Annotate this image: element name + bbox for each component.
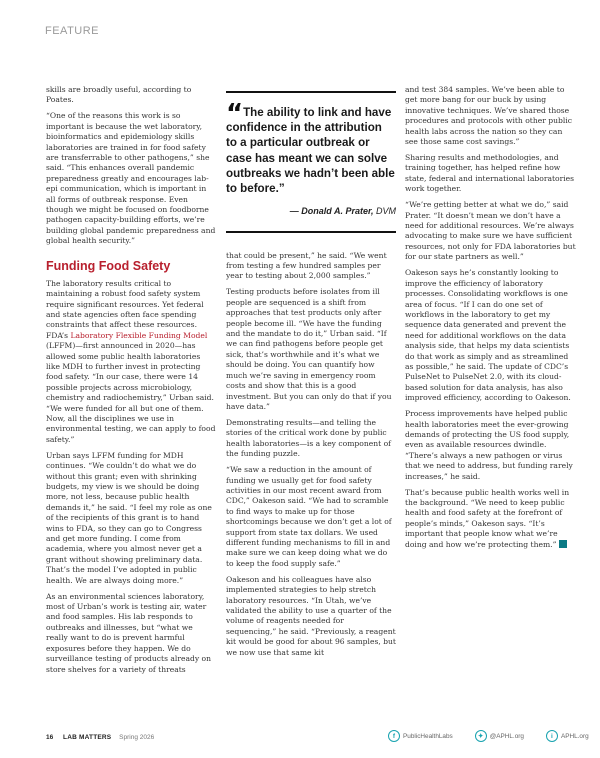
section-label: FEATURE (45, 25, 100, 37)
paragraph: Oakeson and his colleagues have also implemented strategies to help stretch laboratory resources. “In Utah, we’ve validated the ability to use a quarter of the volume of reagents needed for sequencing,” he said. “Previously, a reagent kit would be good for about 96 samples, but we now use that same kit (226, 574, 396, 657)
paragraph: Demonstrating results—and telling the stories of the critical work done by public health laboratories—is a key component of the funding puzzle. (226, 417, 391, 459)
attribution-name: — Donald A. Prater, (289, 206, 374, 217)
social-label: APHL.org (560, 732, 589, 740)
paragraph: and test 384 samples. We’ve been able to get more bang for our buck by using innovative techniques. We’ve shared those procedures and protocols with other public health labs across the nation so they can see those same cost savings.” (405, 85, 572, 147)
quote-mark-icon: “ (226, 99, 241, 129)
paragraph (46, 279, 216, 446)
text: That’s because public health works well in the background. “We need to keep public health and food safety at the forefront of people’s minds,” Oakeson says. “It’s important that people know what we’re doing and how we’re protecting them.” (405, 487, 570, 549)
paragraph: “We’re getting better at what we do,” said Prater. “It doesn’t mean we don’t have a need for additional resources. We’re always advocating to make sure we have sufficient resources, not only for FDA laboratories but for our state partners as well.” (405, 200, 576, 262)
social-bluesky[interactable] (475, 730, 524, 742)
website-icon: i (546, 730, 558, 742)
paragraph: that could be present,” he said. “We went from testing a few hundred samples per year to testing about 2,000 samples.” (226, 250, 387, 281)
paragraph: As an environmental sciences laboratory, most of Urban’s work is testing air, water and food samples. His lab responds to outbreaks and illnesses, but “what we really want to do is prevent harmful exposures before they happen. We do surveillance testing of products already on store shelves for a variety of threats (46, 591, 212, 674)
issue-date: Spring 2026 (119, 734, 155, 741)
text: (LFFM)—first announced in 2020—has allowed some public health laboratories like MDH to further invest in protecting food safety. “In our case, there were 14 possible projects across microbiology, chemistry and radiochemistry,” Urban said. “We were funded for all but one of them. Now, all the disciplines we use in environmental testing, we can apply to food safety.” (46, 341, 216, 444)
paragraph: skills are broadly useful, according to Poates. (46, 85, 192, 105)
end-of-article-icon (559, 540, 567, 548)
section-heading: Funding Food Safety (46, 258, 171, 273)
social-label: @APHL.org (489, 732, 524, 740)
paragraph: Sharing results and methodologies, and training together, has helped refine how state, federal and international laboratories work together. (405, 153, 575, 194)
magazine-title: LAB MATTERS (63, 734, 112, 741)
paragraph (405, 488, 577, 550)
pull-quote-text-block (226, 99, 396, 196)
text: The laboratory results critical to maintaining a robust food safety system require significant resources. Yet federal and state agencies often face spending constraints that affect these resources. FDA’s (46, 278, 204, 340)
paragraph: “We saw a reduction in the amount of funding we usually get for food safety activities in our most recent award from CDC,” Oakeson said. “We had to scramble to find ways to make up for those shortcomings because we don’t get a lot of support from state tax dollars. We used different funding mechanisms to fill in and make sure we can keep doing what we do to keep the food supply safe.” (226, 465, 392, 568)
pull-quote-text: The ability to link and have confidence in the attribution to a particular outbreak or case has meant we can solve outbreaks we hadn’t been able to before.” (226, 106, 395, 196)
paragraph: “One of the reasons this work is so important is because the wet laboratory, bioinformatics and epidemiology skills laboratories are trained in for food safety are transferrable to other pathogens,” she said. “This enhances overall pandemic preparedness greatly and encourages lab-epi communication, which is important in all forms of outbreak response. Even though we might be focused on foodborne pathogen capacity-building efforts, we’re building global pandemic preparedness and global health security.” (46, 111, 216, 246)
paragraph: Testing products before isolates from ill people are sequenced is a shift from approaches that test products only after people become ill. “We have the funding and the mandate to do it,” Urban said. “If we can find pathogens before people get sick, that’s worthwhile and it’s what we should be doing. You can quantify how much we’re saving in emergency room costs and show that this is a good investment. But you can only do that if you have data.” (226, 287, 392, 411)
paragraph: Process improvements have helped public health laboratories meet the ever-growing demands of protecting the US food supply, even as available resources dwindle. “There’s always a new pathogen or virus that we need to address, but funding rarely increases,” he said. (405, 409, 573, 481)
social-facebook[interactable] (388, 730, 453, 742)
page-footer (46, 734, 154, 741)
article-column-2 (226, 85, 396, 664)
paragraph: Urban says LFFM funding for MDH continues. “We couldn’t do what we do without this grant; even with shrinking budgets, my view is we should be doing more, not less, because public health demands it,” he said. “I feel my role as one of the recipients of this grant is to hand wins to FDA, so they can go to Congress and get more funding. I come from academia, where you almost never get a grant without showing preliminary data. That’s the model I’ve adopted in public health. We are always doing more.” (46, 450, 212, 585)
social-website[interactable] (546, 730, 589, 742)
article-column-1 (46, 85, 216, 681)
social-label: PublicHealthLabs (403, 732, 453, 740)
attribution-credential: DVM (376, 206, 396, 217)
bluesky-icon: ✦ (475, 730, 487, 742)
lffm-link[interactable]: Laboratory Flexible Funding Model (70, 330, 208, 340)
page-number: 16 (46, 734, 54, 741)
paragraph: Oakeson says he’s constantly looking to improve the efficiency of laboratory processes. Consolidating workflows is one area of focus. “If I can do one set of workflows in the laboratory to get my sequence data generated and prevent the need for additional workflows on the data analysis side, that helps my data scientists do that work as simply and as streamlined as possible,” he said. The update of CDC’s PulseNet to PulseNet 2.0, with its cloud-based solution for data analysis, has also improved efficiency, according to Oakeson. (405, 268, 571, 403)
pull-quote-attribution (226, 206, 396, 216)
social-links (388, 730, 589, 742)
pull-quote (226, 91, 396, 233)
facebook-icon: f (388, 730, 400, 742)
article-column-3 (405, 85, 577, 556)
